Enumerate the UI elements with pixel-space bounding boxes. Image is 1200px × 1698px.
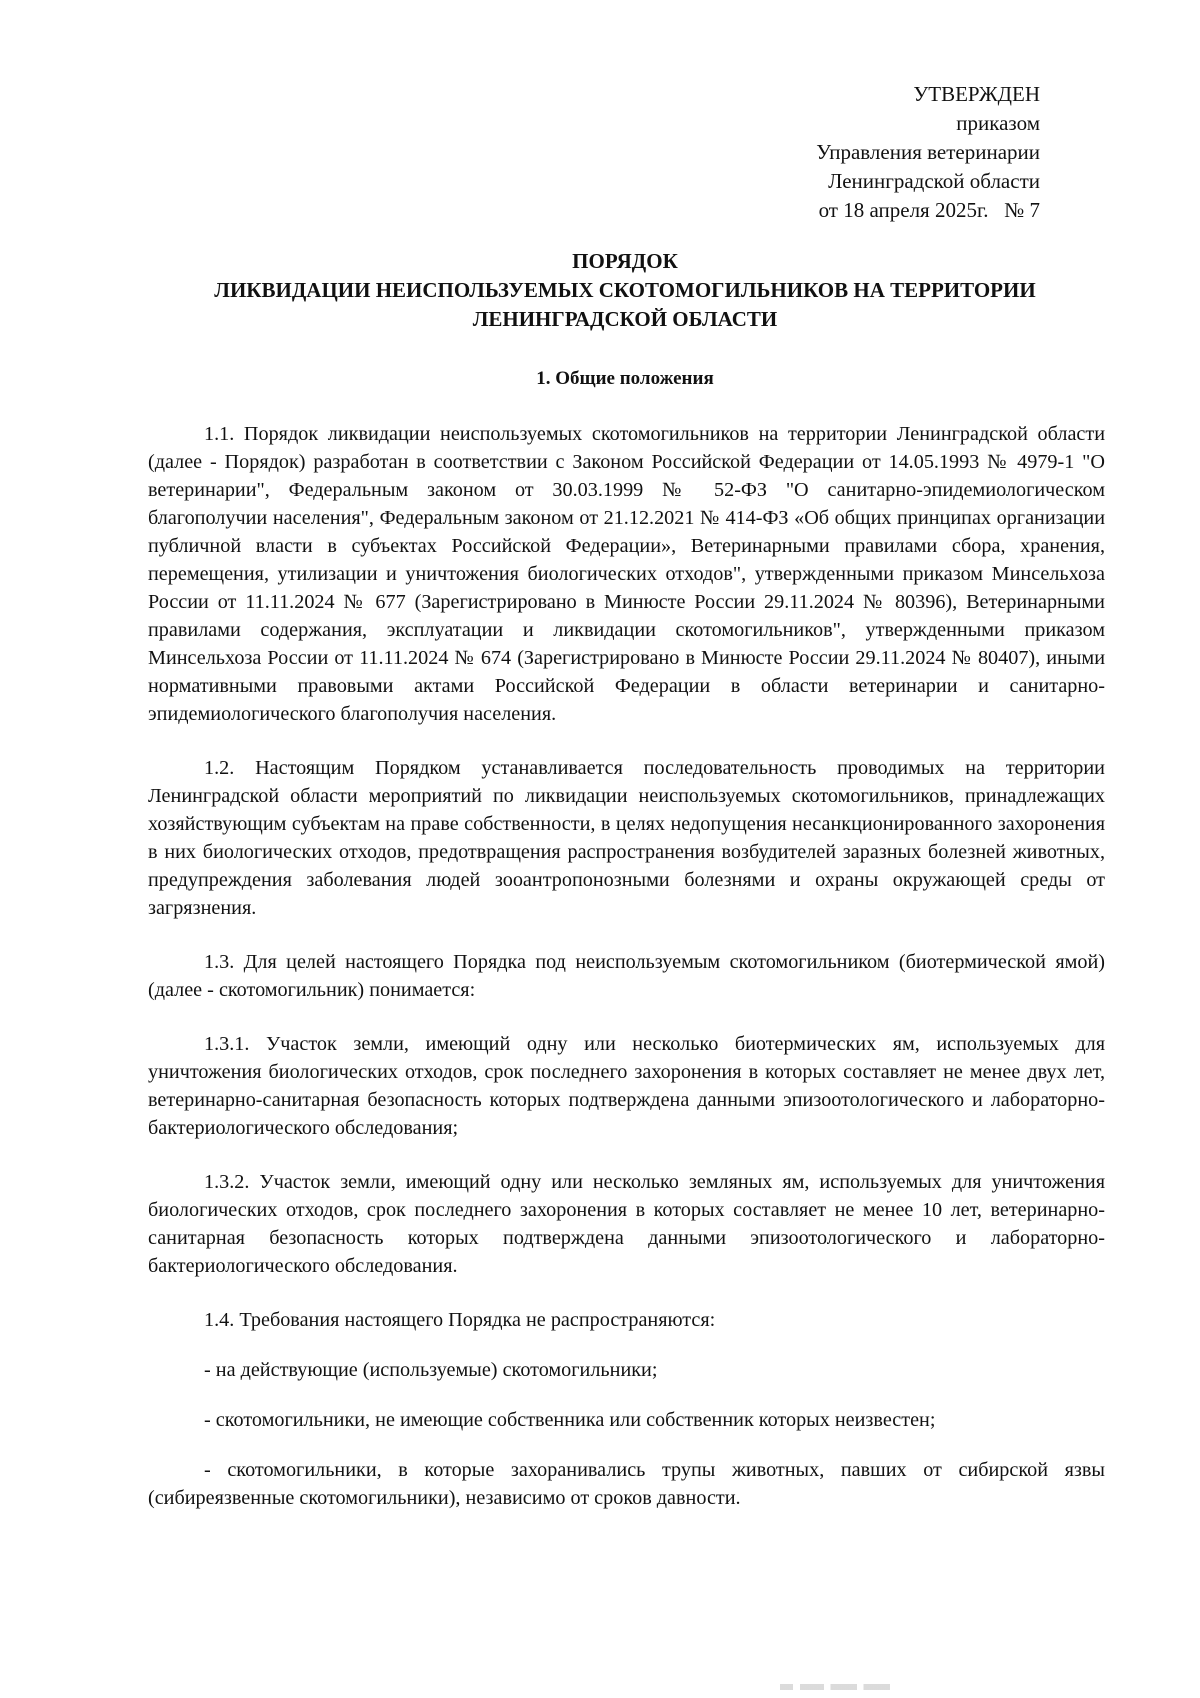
title-line-1: ПОРЯДОК xyxy=(572,249,678,273)
approval-authority: Управления ветеринарии xyxy=(816,140,1040,164)
list-item-ownerless-burial-sites: - скотомогильники, не имеющие собственника или собственник которых неизвестен; xyxy=(204,1409,936,1431)
approval-order-label: приказом xyxy=(956,111,1040,135)
list-item-active-burial-sites: - на действующие (используемые) скотомогильники; xyxy=(204,1359,658,1381)
paragraph-1-4: 1.4. Требования настоящего Порядка не распространяются: xyxy=(204,1309,716,1331)
paragraph-1-3-2: 1.3.2. Участок земли, имеющий одну или несколько земляных ям, используемых для уничтожения биологических отходов, срок последнего захоронения в которых составляет не менее 10 лет, ветеринарно-санитарная безопасность которых подтверждена данными эпизоотологического и лабораторно-бактериологического обследования. xyxy=(148,1171,1105,1277)
approval-region: Ленинградской области xyxy=(828,169,1040,193)
paragraph-1-1: 1.1. Порядок ликвидации неиспользуемых скотомогильников на территории Ленинградской области (далее - Порядок) разработан в соответствии с Законом Российской Федерации от 14.05.1993 № 4979-1 "О ветеринарии", Федеральным законом от 30.03.1999 № 52-ФЗ "О санитарно-эпидемиологическом благополучии населения", Федеральным законом от 21.12.2021 № 414-ФЗ «Об общих принципах организации публичной власти в субъектах Российской Федерации», Ветеринарными правилами сбора, хранения, перемещения, утилизации и уничтожения биологических отходов", утвержденными приказом Минсельхоза России от 11.11.2024 № 677 (Зарегистрировано в Минюсте России 29.11.2024 № 80396), Ветеринарными правилами содержания, эксплуатации и ликвидации скотомогильников", утвержденными приказом Минсельхоза России от 11.11.2024 № 674 (Зарегистрировано в Минюсте России 29.11.2024 № 80407), иными нормативными правовыми актами Российской Федерации в области ветеринарии и санитарно-эпидемиологического благополучия населения. xyxy=(148,423,1105,725)
document-body xyxy=(148,420,1105,1538)
title-line-2: ЛИКВИДАЦИИ НЕИСПОЛЬЗУЕМЫХ СКОТОМОГИЛЬНИКОВ НА ТЕРРИТОРИИ xyxy=(214,278,1036,302)
title-line-3: ЛЕНИНГРАДСКОЙ ОБЛАСТИ xyxy=(472,307,778,331)
paragraph-1-2: 1.2. Настоящим Порядком устанавливается последовательность проводимых на территории Ленинградской области мероприятий по ликвидации неиспользуемых скотомогильников, принадлежащих хозяйствующим субъектам на праве собственности, в целях недопущения несанкционированного захоронения в них биологических отходов, предотвращения распространения возбудителей заразных болезней животных, предупреждения заболевания людей зооантропонозными болезнями и охраны окружающей среды от загрязнения. xyxy=(148,757,1105,919)
document-title xyxy=(150,247,1100,334)
paragraph-1-3: 1.3. Для целей настоящего Порядка под неиспользуемым скотомогильником (биотермической ямой) (далее - скотомогильник) понимается: xyxy=(148,951,1105,1001)
approval-date-number: от 18 апреля 2025г. № 7 xyxy=(818,198,1040,222)
paragraph-1-3-1: 1.3.1. Участок земли, имеющий одну или несколько биотермических ям, используемых для уничтожения биологических отходов, срок последнего захоронения в которых составляет не менее двух лет, ветеринарно-санитарная безопасность которых подтверждена данными эпизоотологического и лабораторно-бактериологического обследования; xyxy=(148,1033,1105,1139)
approval-block xyxy=(816,80,1040,225)
section-heading: 1. Общие положения xyxy=(536,368,714,389)
list-item-anthrax-burial-sites: - скотомогильники, в которые захоранивались трупы животных, павших от сибирской язвы (сибиреязвенные скотомогильники), независимо от сроков давности. xyxy=(148,1459,1105,1509)
approval-status: УТВЕРЖДЕН xyxy=(913,82,1040,106)
footer-scan-mark xyxy=(780,1684,890,1690)
